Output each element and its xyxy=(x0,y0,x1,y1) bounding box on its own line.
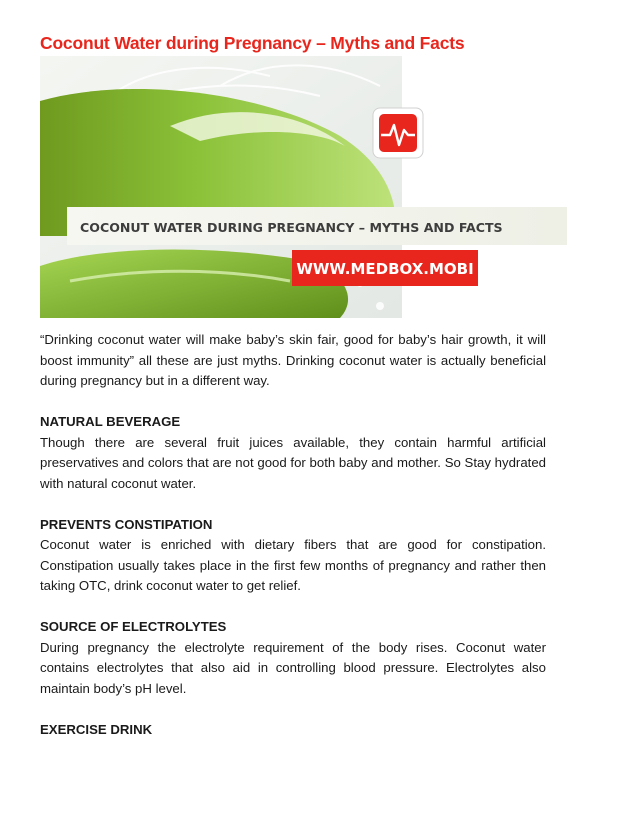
section-heading-natural-beverage: NATURAL BEVERAGE xyxy=(40,414,181,429)
section-body-natural-beverage: Though there are several fruit juices available, they contain harmful artificial preservatives and colors that are not good for both baby and mother. So Stay hydrated with natural coconut water. xyxy=(40,434,546,491)
section-heading-prevents-constipation: PREVENTS CONSTIPATION xyxy=(40,516,213,532)
section-heading-exercise-drink: EXERCISE DRINK xyxy=(40,721,153,737)
heartbeat-logo-icon xyxy=(373,108,423,158)
intro-paragraph: “Drinking coconut water will make baby’s skin fair, good for baby’s hair growth, it will boost immunity” all these are just myths. Drinking coconut water is actually beneficial during pregnancy but in a different way. xyxy=(40,332,546,388)
section-body-source-of-electrolytes: During pregnancy the electrolyte requirement of the body rises. Coconut water contains electrolytes that also aid in controlling blood pressure. Electrolytes also maintain body’s pH level. xyxy=(40,639,546,696)
section-heading-source-of-electrolytes: SOURCE OF ELECTROLYTES xyxy=(40,619,227,634)
section-body-prevents-constipation: Coconut water is enriched with dietary fibers that are good for constipation. Constipation usually takes place in the first few months of pregnancy and rather then taking OTC, drink coconut water to get relief. xyxy=(40,537,546,593)
article-body xyxy=(40,330,546,740)
page-title: Coconut Water during Pregnancy – Myths and Facts xyxy=(40,33,465,53)
website-text: WWW.MEDBOX.MOBI xyxy=(296,260,474,278)
banner-text: COCONUT WATER DURING PREGNANCY – MYTHS AND FACTS xyxy=(80,220,503,235)
hero-image xyxy=(40,56,567,318)
